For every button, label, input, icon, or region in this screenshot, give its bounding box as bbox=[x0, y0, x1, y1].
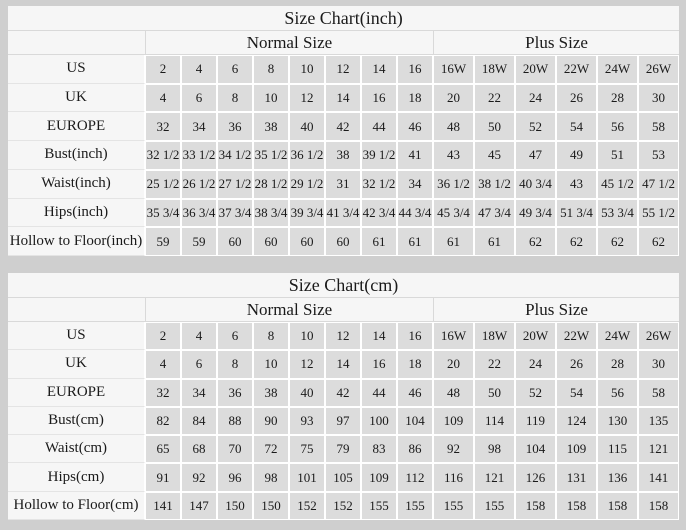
size-value-cell: 141 bbox=[145, 492, 181, 520]
size-value-cell: 30 bbox=[638, 350, 679, 378]
size-value-cell: 45 3/4 bbox=[433, 199, 474, 228]
size-value-cell: 36 bbox=[217, 112, 253, 141]
size-value-cell: 29 1/2 bbox=[289, 170, 325, 199]
size-value-cell: 20W bbox=[515, 322, 556, 350]
table-row bbox=[8, 199, 679, 228]
table-row bbox=[8, 322, 679, 350]
size-value-cell: 40 3/4 bbox=[515, 170, 556, 199]
size-value-cell: 158 bbox=[556, 492, 597, 520]
size-value-cell: 121 bbox=[474, 463, 515, 491]
size-value-cell: 24 bbox=[515, 84, 556, 113]
size-value-cell: 82 bbox=[145, 407, 181, 435]
size-value-cell: 6 bbox=[217, 322, 253, 350]
size-value-cell: 46 bbox=[397, 112, 433, 141]
size-value-cell: 10 bbox=[289, 322, 325, 350]
size-value-cell: 38 bbox=[253, 379, 289, 407]
size-value-cell: 60 bbox=[253, 227, 289, 256]
size-value-cell: 10 bbox=[253, 350, 289, 378]
size-value-cell: 51 3/4 bbox=[556, 199, 597, 228]
size-value-cell: 24W bbox=[597, 322, 638, 350]
size-value-cell: 26 bbox=[556, 84, 597, 113]
size-value-cell: 26W bbox=[638, 322, 679, 350]
size-value-cell: 4 bbox=[181, 322, 217, 350]
size-value-cell: 40 bbox=[289, 112, 325, 141]
size-value-cell: 6 bbox=[181, 84, 217, 113]
size-value-cell: 58 bbox=[638, 112, 679, 141]
size-value-cell: 155 bbox=[361, 492, 397, 520]
size-value-cell: 155 bbox=[474, 492, 515, 520]
size-value-cell: 68 bbox=[181, 435, 217, 463]
size-value-cell: 114 bbox=[474, 407, 515, 435]
size-value-cell: 6 bbox=[217, 55, 253, 84]
size-value-cell: 119 bbox=[515, 407, 556, 435]
size-value-cell: 72 bbox=[253, 435, 289, 463]
size-value-cell: 45 1/2 bbox=[597, 170, 638, 199]
size-value-cell: 49 3/4 bbox=[515, 199, 556, 228]
size-value-cell: 79 bbox=[325, 435, 361, 463]
size-value-cell: 115 bbox=[597, 435, 638, 463]
size-value-cell: 58 bbox=[638, 379, 679, 407]
size-value-cell: 91 bbox=[145, 463, 181, 491]
size-value-cell: 93 bbox=[289, 407, 325, 435]
size-value-cell: 38 3/4 bbox=[253, 199, 289, 228]
size-value-cell: 22 bbox=[474, 84, 515, 113]
table-row bbox=[8, 463, 679, 491]
size-value-cell: 34 bbox=[181, 112, 217, 141]
table-row bbox=[8, 227, 679, 256]
size-value-cell: 83 bbox=[361, 435, 397, 463]
size-value-cell: 16 bbox=[397, 322, 433, 350]
size-value-cell: 52 bbox=[515, 112, 556, 141]
size-value-cell: 49 bbox=[556, 141, 597, 170]
size-value-cell: 98 bbox=[253, 463, 289, 491]
size-value-cell: 52 bbox=[515, 379, 556, 407]
size-value-cell: 109 bbox=[433, 407, 474, 435]
size-value-cell: 92 bbox=[181, 463, 217, 491]
column-group-header: Plus Size bbox=[433, 31, 679, 55]
size-value-cell: 56 bbox=[597, 112, 638, 141]
column-group-header: Plus Size bbox=[433, 298, 679, 322]
column-group-header: Normal Size bbox=[145, 31, 433, 55]
size-value-cell: 20 bbox=[433, 84, 474, 113]
size-value-cell: 104 bbox=[515, 435, 556, 463]
size-value-cell: 14 bbox=[361, 55, 397, 84]
size-value-cell: 35 3/4 bbox=[145, 199, 181, 228]
size-value-cell: 26 1/2 bbox=[181, 170, 217, 199]
size-value-cell: 32 1/2 bbox=[145, 141, 181, 170]
size-value-cell: 61 bbox=[433, 227, 474, 256]
size-value-cell: 36 1/2 bbox=[289, 141, 325, 170]
size-value-cell: 24 bbox=[515, 350, 556, 378]
size-value-cell: 18W bbox=[474, 55, 515, 84]
size-value-cell: 32 1/2 bbox=[361, 170, 397, 199]
size-chart-inch-table bbox=[8, 6, 679, 256]
size-value-cell: 16W bbox=[433, 55, 474, 84]
size-value-cell: 60 bbox=[217, 227, 253, 256]
size-value-cell: 18 bbox=[397, 350, 433, 378]
row-label: Hips(cm) bbox=[8, 463, 145, 491]
size-value-cell: 101 bbox=[289, 463, 325, 491]
size-value-cell: 48 bbox=[433, 112, 474, 141]
size-value-cell: 59 bbox=[181, 227, 217, 256]
size-value-cell: 121 bbox=[638, 435, 679, 463]
size-value-cell: 4 bbox=[145, 350, 181, 378]
size-value-cell: 8 bbox=[217, 84, 253, 113]
corner-cell bbox=[8, 298, 145, 322]
size-value-cell: 62 bbox=[597, 227, 638, 256]
size-value-cell: 10 bbox=[289, 55, 325, 84]
size-value-cell: 34 1/2 bbox=[217, 141, 253, 170]
size-value-cell: 16 bbox=[361, 350, 397, 378]
size-value-cell: 59 bbox=[145, 227, 181, 256]
size-value-cell: 47 1/2 bbox=[638, 170, 679, 199]
table-row bbox=[8, 492, 679, 520]
size-value-cell: 104 bbox=[397, 407, 433, 435]
size-value-cell: 105 bbox=[325, 463, 361, 491]
size-value-cell: 158 bbox=[638, 492, 679, 520]
size-value-cell: 109 bbox=[361, 463, 397, 491]
row-label: Bust(inch) bbox=[8, 141, 145, 170]
size-value-cell: 28 1/2 bbox=[253, 170, 289, 199]
size-value-cell: 84 bbox=[181, 407, 217, 435]
table-row bbox=[8, 55, 679, 84]
size-value-cell: 55 1/2 bbox=[638, 199, 679, 228]
size-value-cell: 61 bbox=[361, 227, 397, 256]
size-value-cell: 22 bbox=[474, 350, 515, 378]
size-value-cell: 16 bbox=[361, 84, 397, 113]
size-value-cell: 90 bbox=[253, 407, 289, 435]
size-value-cell: 60 bbox=[289, 227, 325, 256]
table-row bbox=[8, 170, 679, 199]
size-value-cell: 42 bbox=[325, 379, 361, 407]
size-value-cell: 4 bbox=[181, 55, 217, 84]
size-value-cell: 65 bbox=[145, 435, 181, 463]
row-label: US bbox=[8, 55, 145, 84]
row-label: UK bbox=[8, 350, 145, 378]
size-value-cell: 41 3/4 bbox=[325, 199, 361, 228]
size-value-cell: 12 bbox=[289, 84, 325, 113]
size-value-cell: 48 bbox=[433, 379, 474, 407]
size-value-cell: 53 bbox=[638, 141, 679, 170]
size-value-cell: 6 bbox=[181, 350, 217, 378]
table-row bbox=[8, 379, 679, 407]
size-value-cell: 32 bbox=[145, 379, 181, 407]
size-value-cell: 43 bbox=[433, 141, 474, 170]
size-value-cell: 8 bbox=[253, 322, 289, 350]
size-value-cell: 14 bbox=[361, 322, 397, 350]
size-value-cell: 97 bbox=[325, 407, 361, 435]
size-value-cell: 150 bbox=[253, 492, 289, 520]
size-value-cell: 75 bbox=[289, 435, 325, 463]
size-value-cell: 42 bbox=[325, 112, 361, 141]
size-value-cell: 24W bbox=[597, 55, 638, 84]
row-label: Waist(inch) bbox=[8, 170, 145, 199]
size-value-cell: 124 bbox=[556, 407, 597, 435]
row-label: UK bbox=[8, 84, 145, 113]
size-value-cell: 32 bbox=[145, 112, 181, 141]
size-value-cell: 33 1/2 bbox=[181, 141, 217, 170]
size-value-cell: 96 bbox=[217, 463, 253, 491]
size-value-cell: 38 1/2 bbox=[474, 170, 515, 199]
size-value-cell: 158 bbox=[597, 492, 638, 520]
size-value-cell: 50 bbox=[474, 379, 515, 407]
size-value-cell: 150 bbox=[217, 492, 253, 520]
size-value-cell: 158 bbox=[515, 492, 556, 520]
size-value-cell: 20 bbox=[433, 350, 474, 378]
row-label: EUROPE bbox=[8, 112, 145, 141]
size-value-cell: 152 bbox=[289, 492, 325, 520]
size-value-cell: 155 bbox=[397, 492, 433, 520]
size-value-cell: 50 bbox=[474, 112, 515, 141]
size-value-cell: 39 3/4 bbox=[289, 199, 325, 228]
size-value-cell: 54 bbox=[556, 112, 597, 141]
size-value-cell: 36 bbox=[217, 379, 253, 407]
size-value-cell: 47 bbox=[515, 141, 556, 170]
row-label: Hollow to Floor(cm) bbox=[8, 492, 145, 520]
size-value-cell: 47 3/4 bbox=[474, 199, 515, 228]
size-value-cell: 61 bbox=[474, 227, 515, 256]
size-chart-cm-table bbox=[8, 273, 679, 520]
size-value-cell: 12 bbox=[325, 55, 361, 84]
table-row bbox=[8, 435, 679, 463]
size-value-cell: 18 bbox=[397, 84, 433, 113]
size-value-cell: 28 bbox=[597, 84, 638, 113]
size-value-cell: 8 bbox=[253, 55, 289, 84]
size-value-cell: 135 bbox=[638, 407, 679, 435]
size-value-cell: 8 bbox=[217, 350, 253, 378]
size-value-cell: 14 bbox=[325, 84, 361, 113]
size-value-cell: 14 bbox=[325, 350, 361, 378]
size-value-cell: 36 1/2 bbox=[433, 170, 474, 199]
size-value-cell: 44 3/4 bbox=[397, 199, 433, 228]
size-value-cell: 62 bbox=[556, 227, 597, 256]
size-value-cell: 130 bbox=[597, 407, 638, 435]
table-row bbox=[8, 84, 679, 113]
size-value-cell: 86 bbox=[397, 435, 433, 463]
size-value-cell: 54 bbox=[556, 379, 597, 407]
size-value-cell: 155 bbox=[433, 492, 474, 520]
corner-cell bbox=[8, 31, 145, 55]
size-value-cell: 10 bbox=[253, 84, 289, 113]
size-value-cell: 42 3/4 bbox=[361, 199, 397, 228]
size-value-cell: 51 bbox=[597, 141, 638, 170]
size-value-cell: 22W bbox=[556, 322, 597, 350]
column-group-header: Normal Size bbox=[145, 298, 433, 322]
size-value-cell: 12 bbox=[289, 350, 325, 378]
size-value-cell: 31 bbox=[325, 170, 361, 199]
table-row bbox=[8, 407, 679, 435]
size-value-cell: 38 bbox=[253, 112, 289, 141]
row-label: US bbox=[8, 322, 145, 350]
size-value-cell: 43 bbox=[556, 170, 597, 199]
size-value-cell: 100 bbox=[361, 407, 397, 435]
table-row bbox=[8, 112, 679, 141]
size-value-cell: 56 bbox=[597, 379, 638, 407]
size-value-cell: 136 bbox=[597, 463, 638, 491]
size-value-cell: 88 bbox=[217, 407, 253, 435]
size-value-cell: 41 bbox=[397, 141, 433, 170]
size-value-cell: 44 bbox=[361, 112, 397, 141]
size-value-cell: 40 bbox=[289, 379, 325, 407]
size-value-cell: 28 bbox=[597, 350, 638, 378]
size-value-cell: 147 bbox=[181, 492, 217, 520]
size-value-cell: 62 bbox=[638, 227, 679, 256]
size-value-cell: 70 bbox=[217, 435, 253, 463]
row-label: Hollow to Floor(inch) bbox=[8, 227, 145, 256]
size-value-cell: 16W bbox=[433, 322, 474, 350]
size-value-cell: 61 bbox=[397, 227, 433, 256]
size-value-cell: 2 bbox=[145, 55, 181, 84]
size-value-cell: 126 bbox=[515, 463, 556, 491]
size-value-cell: 22W bbox=[556, 55, 597, 84]
size-value-cell: 60 bbox=[325, 227, 361, 256]
size-value-cell: 141 bbox=[638, 463, 679, 491]
size-value-cell: 62 bbox=[515, 227, 556, 256]
size-value-cell: 53 3/4 bbox=[597, 199, 638, 228]
size-value-cell: 16 bbox=[397, 55, 433, 84]
size-value-cell: 25 1/2 bbox=[145, 170, 181, 199]
size-value-cell: 112 bbox=[397, 463, 433, 491]
size-value-cell: 45 bbox=[474, 141, 515, 170]
table-row bbox=[8, 350, 679, 378]
table-title: Size Chart(inch) bbox=[8, 6, 679, 31]
size-value-cell: 12 bbox=[325, 322, 361, 350]
size-value-cell: 44 bbox=[361, 379, 397, 407]
size-value-cell: 37 3/4 bbox=[217, 199, 253, 228]
table-row bbox=[8, 141, 679, 170]
size-value-cell: 4 bbox=[145, 84, 181, 113]
size-value-cell: 109 bbox=[556, 435, 597, 463]
size-value-cell: 20W bbox=[515, 55, 556, 84]
size-value-cell: 39 1/2 bbox=[361, 141, 397, 170]
size-value-cell: 92 bbox=[433, 435, 474, 463]
size-value-cell: 27 1/2 bbox=[217, 170, 253, 199]
size-value-cell: 46 bbox=[397, 379, 433, 407]
table-title: Size Chart(cm) bbox=[8, 273, 679, 298]
size-value-cell: 35 1/2 bbox=[253, 141, 289, 170]
size-value-cell: 26W bbox=[638, 55, 679, 84]
size-value-cell: 152 bbox=[325, 492, 361, 520]
row-label: Waist(cm) bbox=[8, 435, 145, 463]
size-value-cell: 38 bbox=[325, 141, 361, 170]
row-label: Hips(inch) bbox=[8, 199, 145, 228]
size-value-cell: 26 bbox=[556, 350, 597, 378]
row-label: Bust(cm) bbox=[8, 407, 145, 435]
row-label: EUROPE bbox=[8, 379, 145, 407]
size-value-cell: 34 bbox=[397, 170, 433, 199]
size-value-cell: 36 3/4 bbox=[181, 199, 217, 228]
size-value-cell: 131 bbox=[556, 463, 597, 491]
size-value-cell: 34 bbox=[181, 379, 217, 407]
size-value-cell: 30 bbox=[638, 84, 679, 113]
size-value-cell: 116 bbox=[433, 463, 474, 491]
size-value-cell: 18W bbox=[474, 322, 515, 350]
size-value-cell: 98 bbox=[474, 435, 515, 463]
size-value-cell: 2 bbox=[145, 322, 181, 350]
